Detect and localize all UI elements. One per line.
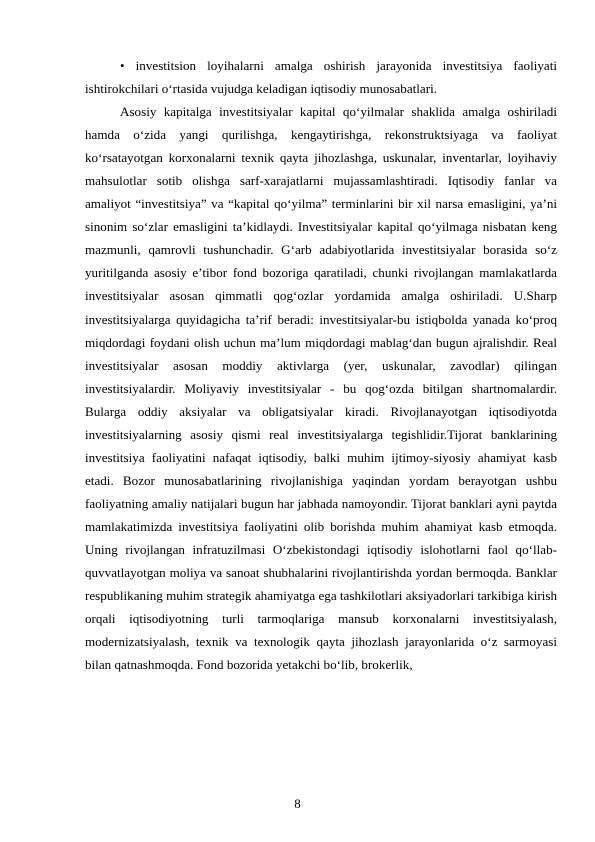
page-number: 8 (294, 796, 301, 811)
bullet-paragraph: • investitsion loyihalarni amalga oshirish jarayonida investitsiya faoliyati ishtirokchilari o‘rtasida vujudga keladigan iqtisodiy munosabatlari. (85, 58, 557, 97)
body-text (85, 54, 557, 676)
body-paragraph: Asosiy kapitalga investitsiyalar kapital qo‘yilmalar shaklida amalga oshiriladi hamda o‘zida yangi qurilishga, kengaytirishga, rekonstruktsiyaga va faoliyat ko‘rsatayotgan korxonalarni texnik qayta jihozlashga, uskunalar, inventarlar, loyihaviy mahsulotlar sotib olishga sarf-xarajatlarni mujassamlashtiradi. Iqtisodiy fanlar va amaliyot “investitsiya” va “kapital qo‘yilma” terminlarini bir xil narsa emasligini, ya’ni sinonim so‘zlar emasligini ta’kidlaydi. Investitsiyalar kapital qo‘yilmaga nisbatan keng mazmunli, qamrovli tushunchadir. G‘arb adabiyotlarida investitsiyalar borasida so‘z yuritilganda asosiy e’tibor fond bozoriga qaratiladi, chunki rivojlangan mamlakatlarda investitsiyalar asosan qimmatli qog‘ozlar yordamida amalga oshiriladi. U.Sharp investitsiyalarga quyidagicha ta’rif beradi: investitsiyalar-bu istiqbolda yanada ko‘proq miqdordagi foydani olish uchun ma’lum miqdordagi mablag‘dan bugun ajralishdir. Real investitsiyalar asosan moddiy aktivlarga (yer, uskunalar, zavodlar) qilingan investitsiyalardir. Moliyaviy investitsiyalar - bu qog‘ozda bitilgan shartnomalardir. Bularga oddiy aksiyalar va obligatsiyalar kiradi. Rivojlanayotgan iqtisodiyotda investitsiyalarning asosiy qismi real investitsiyalarga tegishlidir.Tijorat banklarining investitsiya faoliyatini nafaqat iqtisodiy, balki muhim ijtimoy-siyosiy ahamiyat kasb etadi. Bozor munosabatlarining rivojlanishiga yaqindan yordam berayotgan ushbu faoliyatning amaliy natijalari bugun har jabhada namoyondir. Tijorat banklari ayni paytda mamlakatimizda investitsiya faoliyatini olib borishda muhim ahamiyat kasb etmoqda. Uning rivojlangan infratuzilmasi O‘zbekistondagi iqtisodiy islohotlarni faol qo‘llab-quvvatlayotgan moliya va sanoat shubhalarini rivojlantirishda yordan bermoqda. Banklar respublikaning muhim strategik ahamiyatga ega tashkilotlari aksiyadorlari tarkibiga kirish orqali iqtisodiyotning turli tarmoqlariga mansub korxonalarni investitsiyalash, modernizatsiyalash, texnik va texnologik qayta jihozlash jarayonlarida o‘z sarmoyasi bilan qatnashmoqda. Fond bozorida yetakchi bo‘lib, brokerlik, (85, 104, 557, 673)
